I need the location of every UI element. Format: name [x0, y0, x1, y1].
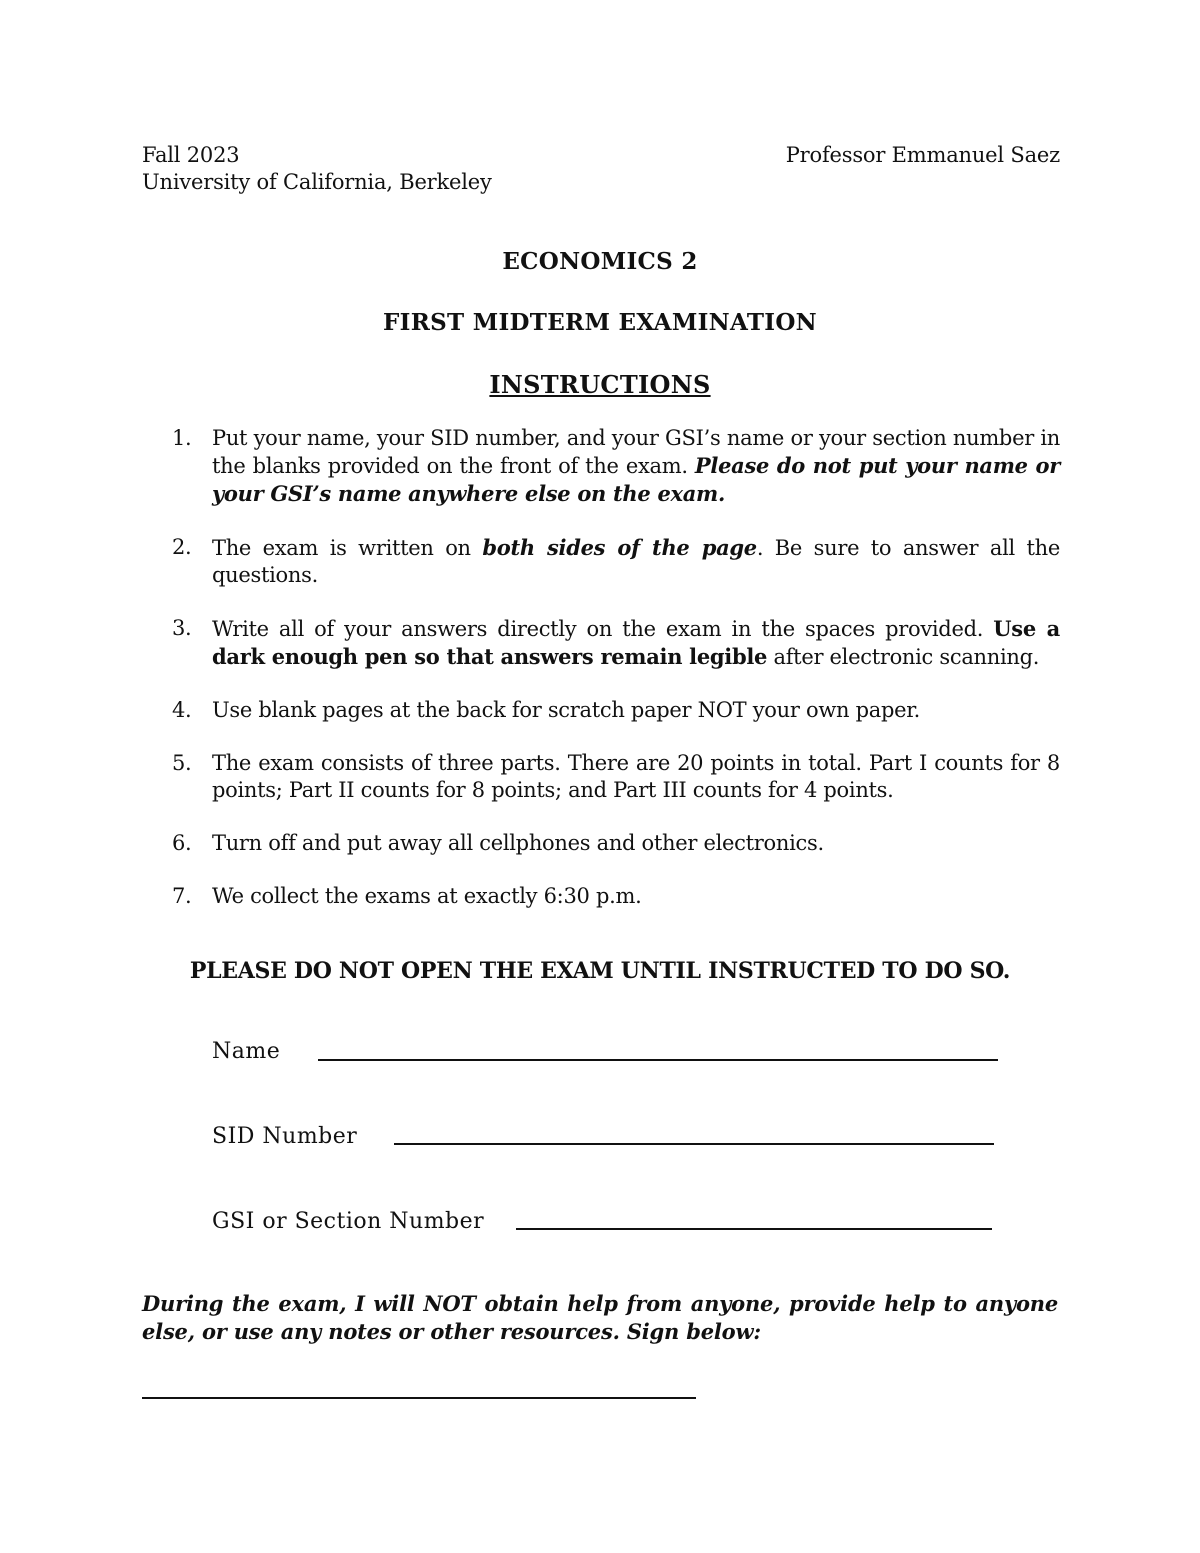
honor-pledge: During the exam, I will NOT obtain help from anyone, provide help to anyone else, or use any notes or other resources. Sign below: [142, 1291, 1058, 1344]
name-blank-line[interactable] [318, 1059, 998, 1061]
instruction-item [172, 615, 1060, 671]
instruction-text: after electronic scanning. [767, 645, 1040, 669]
sid-blank-line[interactable] [394, 1143, 994, 1145]
university-text: University of California, Berkeley [142, 170, 492, 194]
exam-title: FIRST MIDTERM EXAMINATION [383, 309, 817, 336]
instruction-number: 1. [172, 426, 192, 450]
name-label: Name [212, 1039, 281, 1064]
instruction-number: 5. [172, 751, 192, 775]
instruction-text: Write all of your answers directly on the exam in the spaces provided. [212, 617, 994, 641]
instructions-heading: INSTRUCTIONS [489, 370, 711, 399]
instruction-item [172, 534, 1060, 589]
header-left [142, 142, 492, 196]
professor-text: Professor Emmanuel Saez [785, 143, 1060, 167]
instruction-text: We collect the exams at exactly 6:30 p.m. [212, 884, 642, 908]
instruction-number: 2. [172, 535, 192, 559]
instruction-item [172, 697, 1060, 724]
instruction-text: The exam consists of three parts. There are 20 points in total. Part I counts for 8 points; Part II counts for 8 points; and Part III counts for 4 points. [212, 751, 1060, 802]
instruction-emphasis: Please do not put your name or your GSI’s name anywhere else on the exam. [212, 453, 1060, 506]
instruction-text: Use blank pages at the back for scratch paper NOT your own paper. [212, 698, 921, 722]
instruction-number: 4. [172, 698, 192, 722]
instruction-item [172, 830, 1060, 857]
instruction-emphasis: both sides of the page [482, 535, 757, 560]
gsi-label: GSI or Section Number [212, 1209, 485, 1234]
do-not-open-warning: PLEASE DO NOT OPEN THE EXAM UNTIL INSTRUCTED TO DO SO. [189, 958, 1011, 984]
instruction-item [172, 883, 1060, 910]
instruction-text: . Be sure to answer all the questions. [212, 536, 1060, 587]
course-title: ECONOMICS 2 [502, 248, 698, 275]
instruction-number: 6. [172, 831, 192, 855]
instruction-text: Turn off and put away all cellphones and other electronics. [212, 831, 824, 855]
instruction-item [172, 425, 1060, 508]
instruction-emphasis: Use a dark enough pen so that answers remain legible [212, 616, 1060, 669]
sid-label: SID Number [212, 1124, 358, 1149]
term-text: Fall 2023 [142, 143, 240, 167]
gsi-blank-line[interactable] [516, 1228, 992, 1230]
instruction-number: 3. [172, 616, 192, 640]
signature-blank-line[interactable] [142, 1397, 696, 1399]
instruction-text: The exam is written on [212, 536, 483, 560]
instructions-list [172, 425, 1060, 910]
instruction-item [172, 750, 1060, 804]
instruction-number: 7. [172, 884, 192, 908]
instruction-text: Put your name, your SID number, and your GSI’s name or your section number in the blanks provided on the front of the exam. [212, 426, 1060, 478]
